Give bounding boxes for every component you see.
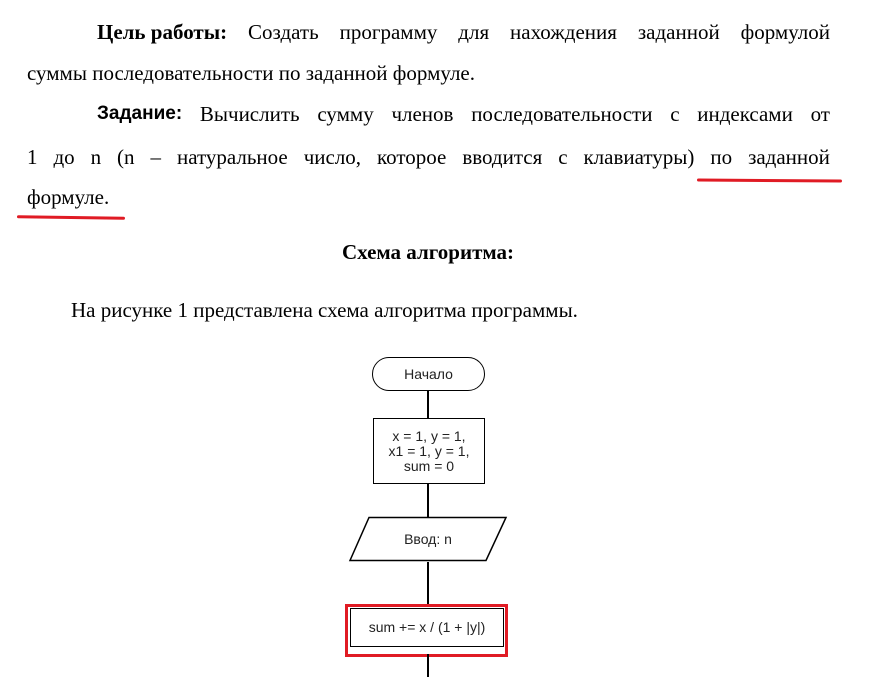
flowchart-connector (427, 484, 429, 517)
flowchart-init-line: x = 1, y = 1, (392, 427, 466, 444)
word: индексами (697, 102, 793, 126)
section-title: Схема алгоритма: (341, 240, 515, 264)
flowchart-start (372, 357, 485, 391)
flowchart-connector (427, 654, 429, 677)
purpose-line-1 (97, 20, 830, 44)
word: заданной (637, 20, 720, 44)
word: по (710, 145, 733, 169)
word: Вычислить (199, 102, 300, 126)
word: с (558, 145, 568, 169)
flowchart-init-line: x1 = 1, y = 1, (388, 442, 470, 459)
word: Создать (248, 20, 319, 44)
task-line-1 (97, 102, 830, 126)
word: нахождения (510, 20, 617, 44)
highlight-underline-1 (697, 178, 842, 182)
flowchart-connector (427, 562, 429, 607)
purpose-label: Цель работы: (97, 20, 228, 44)
word: натуральное (176, 145, 288, 169)
word: вводится (462, 145, 543, 169)
flowchart-process-label: sum += x / (1 + |y|) (368, 619, 486, 635)
word: для (458, 20, 490, 44)
purpose-line-2: суммы последовательности по заданной формуле. (27, 61, 475, 85)
word: формулой (740, 20, 830, 44)
task-line-3: формуле. (27, 185, 110, 209)
word: 1 (27, 145, 38, 169)
word: с (670, 102, 680, 126)
word: – (150, 145, 161, 169)
flowchart-input-label: Ввод: n (404, 531, 452, 547)
flowchart-init-line: sum = 0 (403, 457, 455, 474)
word: от (810, 102, 830, 126)
word: последовательности (471, 102, 653, 126)
intro-text: На рисунке 1 представлена схема алгоритма программы. (71, 298, 578, 322)
word: которое (377, 145, 447, 169)
word: (n (117, 145, 135, 169)
word: до (53, 145, 75, 169)
word: число, (303, 145, 362, 169)
task-label: Задание: (97, 103, 183, 124)
task-line-2 (27, 145, 830, 169)
flowchart-start-label: Начало (404, 366, 453, 382)
word: сумму (317, 102, 374, 126)
flowchart-process-block (350, 608, 504, 647)
flowchart-connector (427, 391, 429, 418)
word: клавиатуры) (583, 145, 695, 169)
flowchart-init-block (373, 418, 485, 484)
word: членов (391, 102, 454, 126)
word: n (90, 145, 102, 169)
highlight-underline-2 (17, 215, 125, 220)
word: заданной (748, 145, 830, 169)
word: программу (339, 20, 438, 44)
